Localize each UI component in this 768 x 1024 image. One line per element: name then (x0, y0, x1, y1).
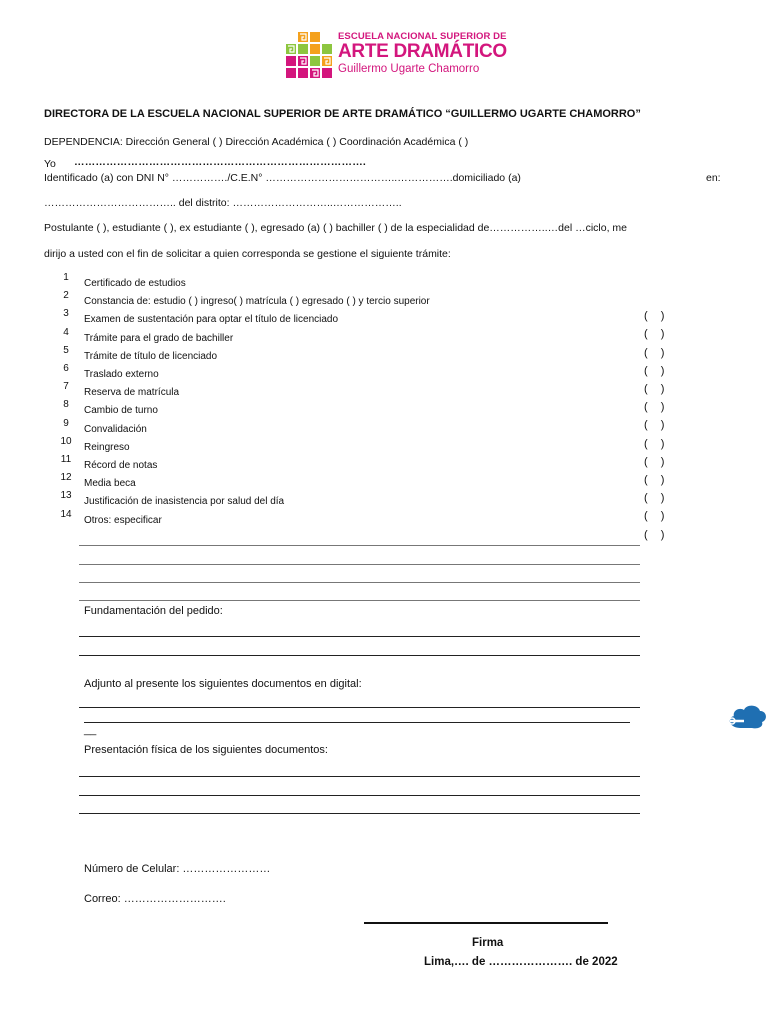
tramite-number: 1 (63, 272, 69, 283)
logo-line-3: Guillermo Ugarte Chamorro (338, 63, 480, 75)
celular-field: Número de Celular: …………………… (84, 863, 271, 875)
tramite-checkbox[interactable]: ( ) (644, 437, 665, 450)
tramite-label: Traslado externo (84, 369, 159, 380)
signature-line[interactable] (364, 922, 608, 924)
distrito-line: ……………………………….. del distrito: ………………………..……………….. (44, 197, 402, 209)
tramite-label: Reserva de matrícula (84, 387, 180, 399)
logo-line-2: ARTE DRAMÁTICO (338, 41, 507, 62)
tramite-number: 10 (60, 435, 72, 447)
fundamentacion-line-1[interactable] (79, 636, 640, 637)
tramite-label: Convalidación (84, 423, 147, 435)
tramite-label: Media beca (84, 478, 136, 490)
dirijo-line: dirijo a usted con el fin de solicitar a quien corresponda se gestione el siguiente trámite: (44, 248, 451, 260)
logo-emblem-icon (284, 30, 334, 80)
especificar-line-2[interactable] (79, 564, 640, 565)
tramite-checkbox[interactable]: ( ) (644, 383, 665, 395)
tramite-label: Certificado de estudios (84, 278, 186, 289)
tramite-number: 2 (63, 290, 69, 302)
identificado-line: Identificado (a) con DNI N° ……………./C.E.N° ………………………………..…………….domiciliado (a) (44, 172, 521, 184)
tramite-number: 13 (60, 490, 72, 502)
tramite-label: Examen de sustentación para optar el título de licenciado (84, 314, 339, 326)
yo-label: Yo (44, 158, 56, 170)
fundamentacion-line-2[interactable] (79, 655, 640, 656)
fundamentacion-label: Fundamentación del pedido: (84, 605, 223, 617)
tramite-checkbox[interactable]: ( ) (644, 474, 665, 486)
correo-field: Correo: ………………………. (84, 893, 226, 905)
cloud-widget-icon[interactable] (726, 702, 768, 732)
tramite-checkbox[interactable]: ( ) (644, 328, 665, 341)
tramite-checkbox[interactable]: ( ) (644, 510, 665, 523)
school-logo (284, 30, 507, 80)
tramite-number: 11 (60, 454, 72, 465)
tramite-checkbox[interactable]: ( ) (644, 492, 665, 505)
tramite-label: Récord de notas (84, 460, 158, 471)
tramite-label: Reingreso (84, 441, 130, 453)
yo-name-field: ………………………………………………………………………. (74, 156, 367, 168)
tramite-checkbox[interactable]: ( ) (644, 455, 665, 468)
tramite-checkbox[interactable]: ( ) (644, 401, 665, 414)
tramite-number: 7 (63, 381, 69, 393)
tramite-checkbox[interactable]: ( ) (644, 364, 665, 377)
tramite-number: 12 (60, 472, 72, 484)
adjunto-line-1[interactable] (79, 707, 640, 708)
especificar-line-1[interactable] (79, 545, 640, 546)
tramite-checkbox[interactable]: ( ) (644, 346, 665, 359)
document-heading: DIRECTORA DE LA ESCUELA NACIONAL SUPERIOR DE ARTE DRAMÁTICO “GUILLERMO UGARTE CHAMORRO” (44, 108, 641, 120)
tramite-number: 4 (63, 326, 69, 338)
tramite-number: 6 (63, 363, 69, 374)
especificar-line-4[interactable] (79, 600, 640, 601)
adjunto-line-2[interactable] (84, 722, 630, 723)
presentacion-line-1[interactable] (79, 776, 640, 777)
especificar-line-3[interactable] (79, 582, 640, 583)
tramite-number: 9 (63, 417, 69, 429)
tramite-label: Trámite para el grado de bachiller (84, 332, 234, 344)
adjunto-label: Adjunto al presente los siguientes documentos en digital: (84, 678, 362, 690)
firma-label: Firma (472, 937, 504, 949)
tramite-label: Otros: especificar (84, 514, 162, 526)
fecha-line: Lima,…. de …………………. de 2022 (424, 956, 618, 968)
dependencia-line: DEPENDENCIA: Dirección General ( ) Dirección Académica ( ) Coordinación Académica ( ) (44, 136, 469, 148)
presentacion-line-3[interactable] (79, 813, 640, 814)
presentacion-line-2[interactable] (79, 795, 640, 796)
tramite-number: 14 (60, 508, 72, 520)
en-label: en: (706, 172, 721, 184)
tramite-checkbox[interactable]: ( ) (644, 528, 665, 541)
tramite-label: Constancia de: estudio ( ) ingreso( ) matrícula ( ) egresado ( ) y tercio superior (84, 296, 430, 308)
tramite-label: Justificación de inasistencia por salud del día (84, 496, 285, 508)
tramite-checkbox[interactable]: ( ) (644, 310, 665, 323)
tramite-number: 5 (63, 344, 69, 356)
presentacion-label: Presentación física de los siguientes documentos: (84, 744, 328, 756)
tramite-label: Cambio de turno (84, 405, 158, 417)
postulante-line: Postulante ( ), estudiante ( ), ex estudiante ( ), egresado (a) ( ) bachiller ( ) de la especialidad de……………..…del …ciclo, me (44, 222, 627, 234)
tramite-number: 8 (63, 399, 69, 411)
tramite-checkbox[interactable]: ( ) (644, 419, 665, 432)
tramite-number: 3 (63, 308, 69, 320)
tramite-label: Trámite de título de licenciado (84, 350, 218, 362)
adjunto-dash: __ (84, 724, 97, 736)
logo-line-1: ESCUELA NACIONAL SUPERIOR DE (338, 31, 507, 42)
